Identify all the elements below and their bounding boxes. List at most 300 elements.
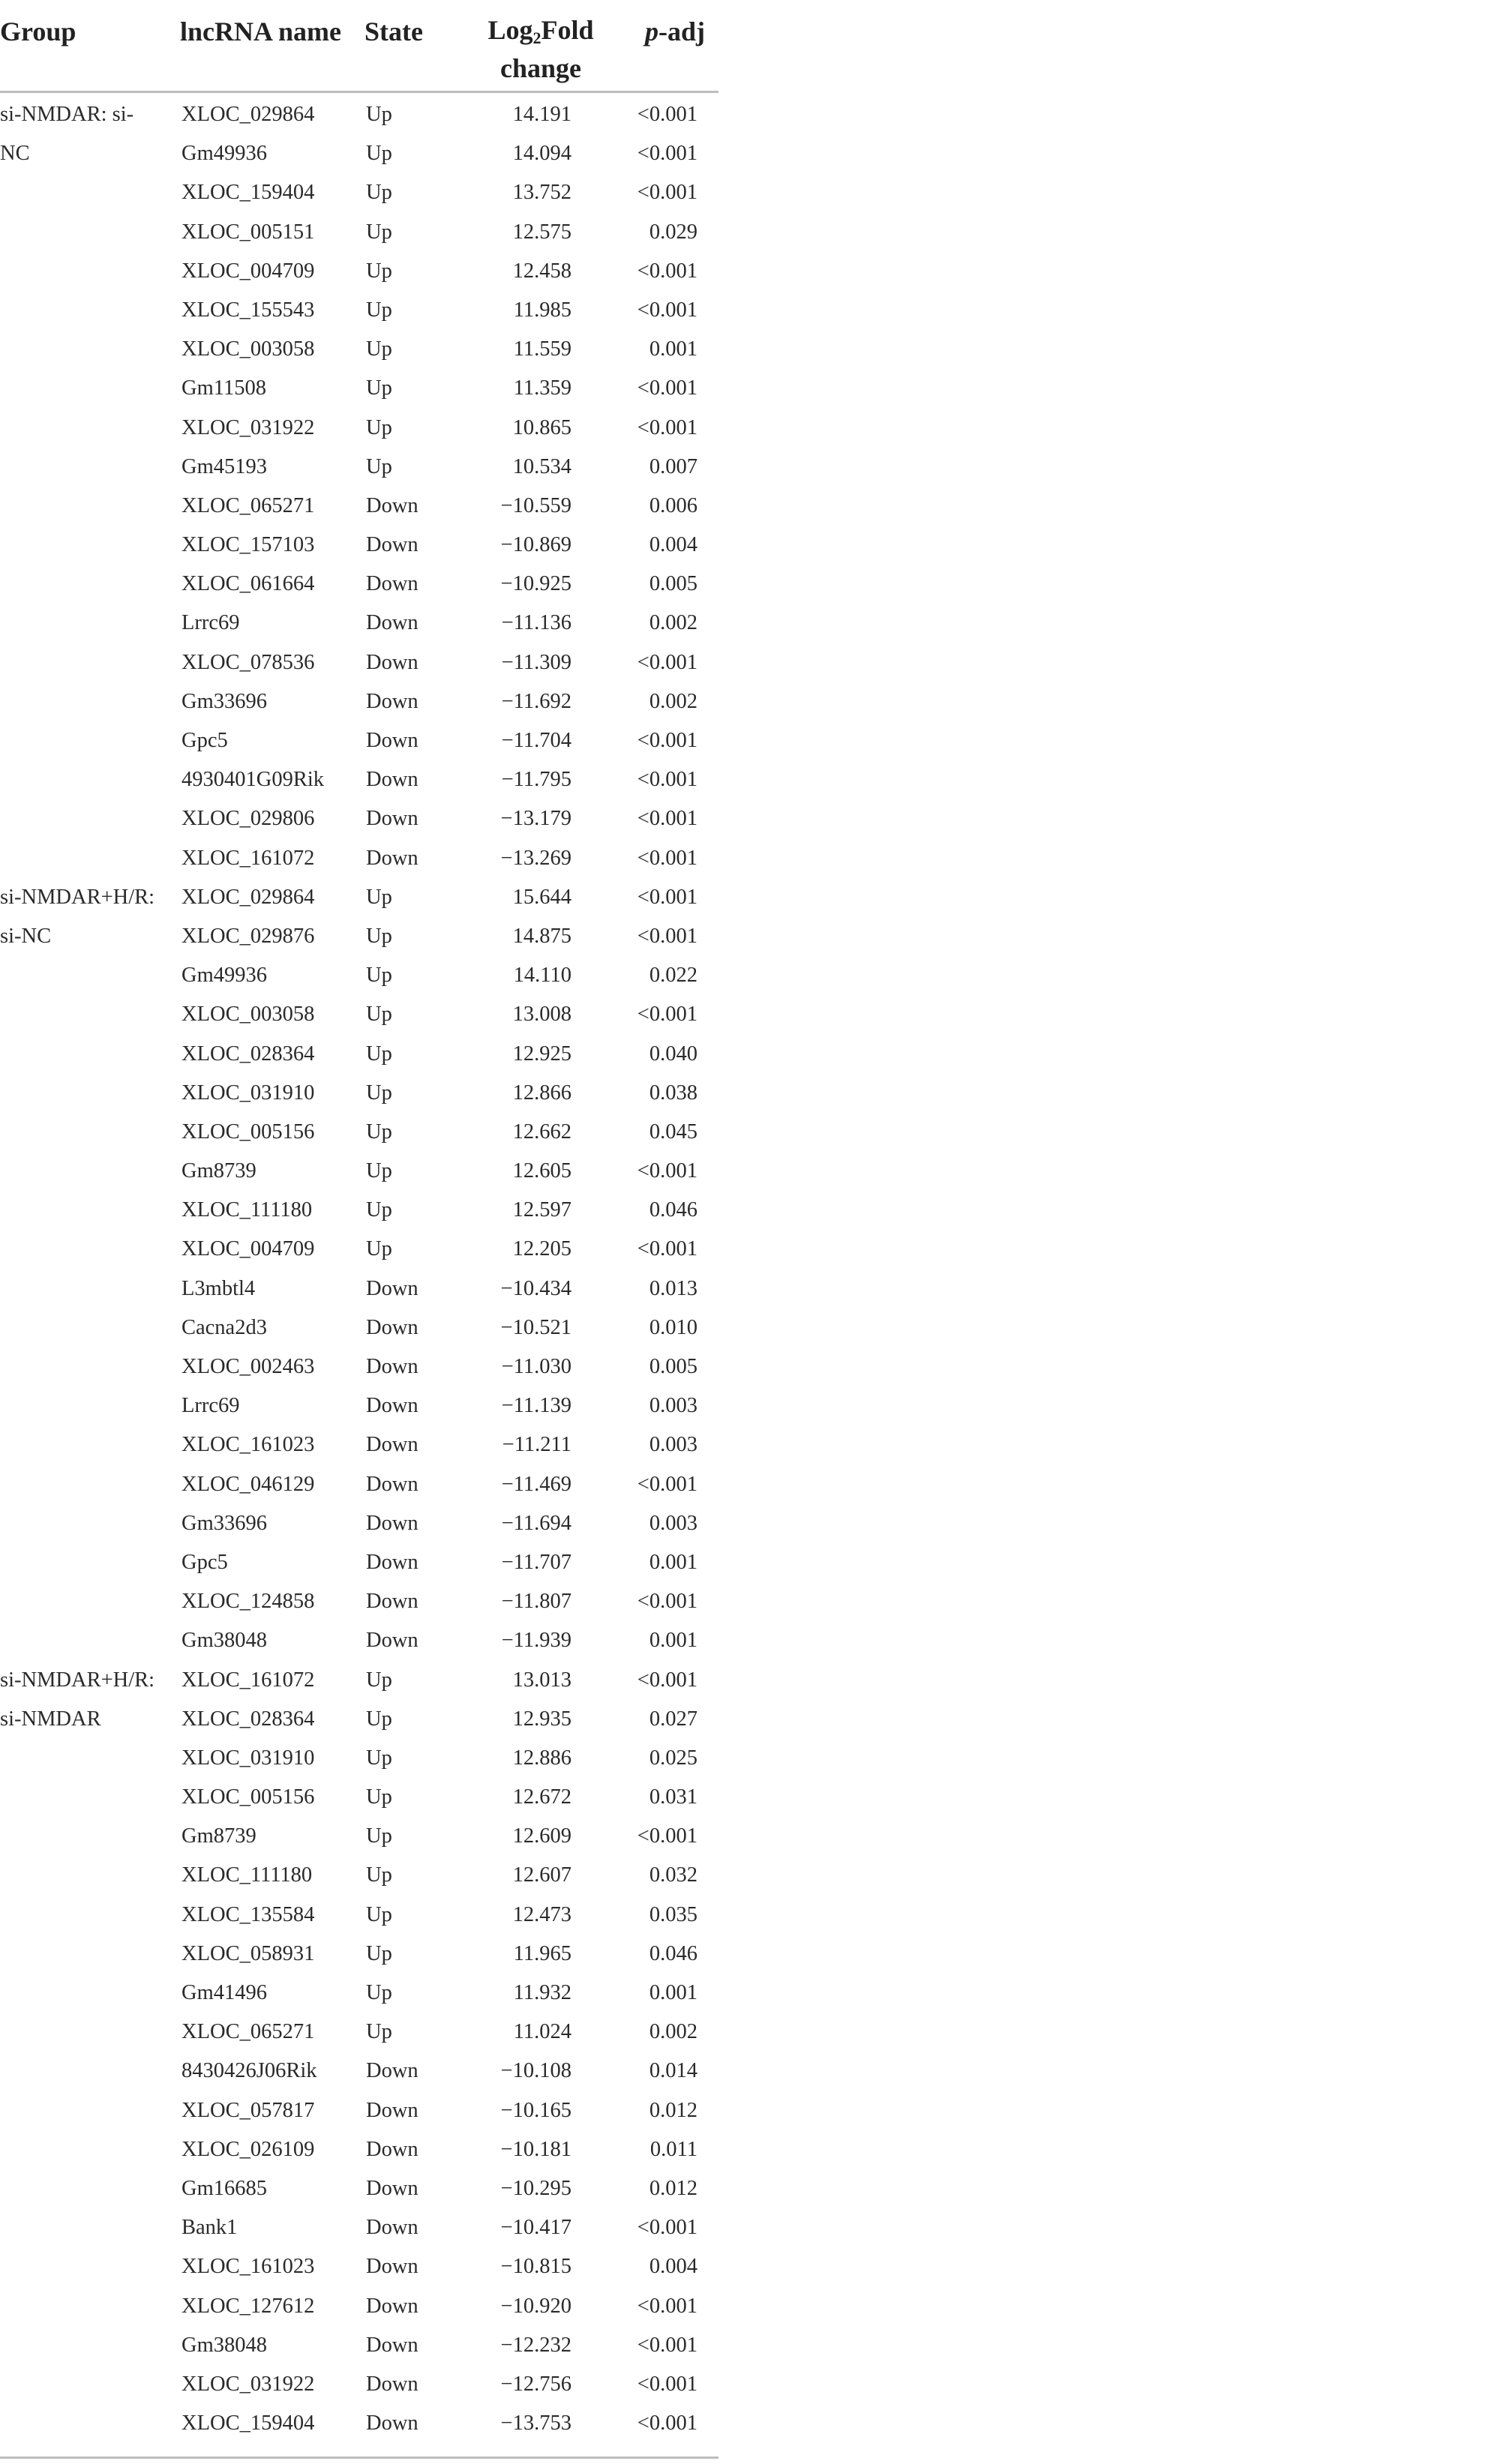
log2-fold-change-cell: 14.094 bbox=[512, 142, 572, 166]
state-cell: Up bbox=[366, 1707, 392, 1731]
log2-fold-change-cell: 11.559 bbox=[513, 337, 572, 361]
log2-fold-change-cell: 12.597 bbox=[512, 1198, 572, 1222]
lncrna-name-cell: XLOC_031922 bbox=[182, 415, 315, 439]
p-adj-cell: 0.001 bbox=[649, 1981, 698, 2004]
table-row bbox=[0, 917, 718, 956]
p-adj-cell: 0.007 bbox=[649, 454, 698, 478]
table-body bbox=[0, 95, 718, 2443]
state-cell: Up bbox=[366, 1785, 392, 1809]
log2-fold-change-cell: −11.807 bbox=[501, 1590, 572, 1614]
state-cell: Down bbox=[366, 1550, 418, 1574]
lncrna-name-cell: XLOC_005151 bbox=[182, 220, 315, 244]
log2-fold-change-cell: −12.756 bbox=[500, 2372, 572, 2396]
lncrna-name-cell: XLOC_058931 bbox=[182, 1941, 315, 1965]
table-row bbox=[0, 369, 718, 408]
log2-fold-change-cell: −11.694 bbox=[501, 1511, 572, 1535]
log2-fold-change-cell: −13.753 bbox=[500, 2412, 572, 2436]
table-row bbox=[0, 1739, 718, 1778]
lncrna-name-cell: L3mbtl4 bbox=[182, 1276, 256, 1300]
p-adj-cell: 0.046 bbox=[649, 1198, 698, 1222]
lncrna-name-cell: XLOC_004709 bbox=[182, 259, 315, 283]
log2-fold-change-cell: −10.434 bbox=[500, 1276, 572, 1300]
table-row bbox=[0, 956, 718, 995]
lncrna-name-cell: XLOC_004709 bbox=[182, 1237, 315, 1261]
lncrna-name-cell: Gm33696 bbox=[182, 1511, 267, 1535]
lncrna-name-cell: Gm8739 bbox=[182, 1824, 256, 1848]
table-row bbox=[0, 604, 718, 643]
state-cell: Up bbox=[366, 964, 392, 988]
p-adj-cell: 0.040 bbox=[649, 1042, 698, 1066]
log2-fold-change-cell: 12.925 bbox=[512, 1042, 572, 1066]
table-row bbox=[0, 565, 718, 604]
p-adj-cell: <0.001 bbox=[637, 650, 698, 674]
table-row bbox=[0, 213, 718, 252]
table-row bbox=[0, 134, 718, 173]
p-adj-cell: <0.001 bbox=[637, 2372, 698, 2396]
p-adj-cell: <0.001 bbox=[637, 885, 698, 909]
group-cell: si-NMDAR+H/R: bbox=[0, 885, 155, 909]
lncrna-name-cell: Gm8739 bbox=[182, 1159, 256, 1183]
p-adj-cell: 0.004 bbox=[649, 533, 698, 557]
state-cell: Down bbox=[366, 768, 418, 792]
table-row bbox=[0, 2052, 718, 2091]
header-padj-rest: -adj bbox=[658, 16, 705, 46]
table-row bbox=[0, 878, 718, 917]
log2-fold-change-cell: 12.458 bbox=[512, 259, 572, 283]
lncrna-name-cell: XLOC_161023 bbox=[182, 2255, 315, 2279]
lncrna-name-cell: Bank1 bbox=[182, 2216, 238, 2240]
state-cell: Up bbox=[366, 885, 392, 909]
state-cell: Up bbox=[366, 1237, 392, 1261]
lncrna-name-cell: XLOC_003058 bbox=[182, 1003, 315, 1027]
table-row bbox=[0, 1308, 718, 1347]
state-cell: Up bbox=[366, 142, 392, 166]
state-cell: Down bbox=[366, 689, 418, 713]
state-cell: Down bbox=[366, 846, 418, 870]
p-adj-cell: <0.001 bbox=[637, 2412, 698, 2436]
lncrna-name-cell: XLOC_031910 bbox=[182, 1746, 315, 1770]
log2-fold-change-cell: 12.662 bbox=[512, 1120, 572, 1144]
state-cell: Up bbox=[366, 337, 392, 361]
lncrna-name-cell: XLOC_029876 bbox=[182, 924, 315, 948]
state-cell: Up bbox=[366, 298, 392, 322]
lncrna-name-cell: XLOC_135584 bbox=[182, 1902, 315, 1926]
lncrna-name-cell: XLOC_061664 bbox=[182, 572, 315, 596]
header-fold-prefix: Log bbox=[488, 15, 533, 45]
state-cell: Down bbox=[366, 572, 418, 596]
lncrna-name-cell: XLOC_026109 bbox=[182, 2137, 315, 2161]
log2-fold-change-cell: −11.704 bbox=[501, 729, 572, 752]
log2-fold-change-cell: −10.295 bbox=[500, 2176, 572, 2200]
lncrna-name-cell: Gm11508 bbox=[182, 376, 266, 400]
p-adj-cell: 0.006 bbox=[649, 493, 698, 517]
table-row bbox=[0, 1543, 718, 1582]
p-adj-cell: 0.038 bbox=[649, 1081, 698, 1105]
group-cell: si-NMDAR bbox=[0, 1707, 101, 1731]
lncrna-name-cell: XLOC_028364 bbox=[182, 1707, 315, 1731]
table-row bbox=[0, 2247, 718, 2286]
p-adj-cell: <0.001 bbox=[637, 807, 698, 831]
state-cell: Down bbox=[366, 2059, 418, 2083]
table-row bbox=[0, 721, 718, 760]
log2-fold-change-cell: −11.309 bbox=[501, 650, 572, 674]
log2-fold-change-cell: 12.866 bbox=[512, 1081, 572, 1105]
table-row bbox=[0, 799, 718, 838]
table-row bbox=[0, 1230, 718, 1269]
table-row bbox=[0, 252, 718, 291]
p-adj-cell: 0.027 bbox=[649, 1707, 698, 1731]
p-adj-cell: 0.004 bbox=[649, 2255, 698, 2279]
p-adj-cell: <0.001 bbox=[637, 376, 698, 400]
log2-fold-change-cell: 11.985 bbox=[513, 298, 572, 322]
p-adj-cell: <0.001 bbox=[637, 1003, 698, 1027]
table-row bbox=[0, 995, 718, 1034]
p-adj-cell: 0.013 bbox=[649, 1276, 698, 1300]
state-cell: Down bbox=[366, 2137, 418, 2161]
table-row bbox=[0, 760, 718, 799]
table-row bbox=[0, 2169, 718, 2208]
table-row bbox=[0, 1074, 718, 1113]
log2-fold-change-cell: −11.707 bbox=[501, 1550, 572, 1574]
p-adj-cell: <0.001 bbox=[637, 768, 698, 792]
table-row bbox=[0, 2013, 718, 2052]
p-adj-cell: <0.001 bbox=[637, 298, 698, 322]
p-adj-cell: 0.010 bbox=[649, 1315, 698, 1339]
lncrna-name-cell: XLOC_111180 bbox=[182, 1198, 313, 1222]
lncrna-name-cell: Gm49936 bbox=[182, 964, 267, 988]
p-adj-cell: <0.001 bbox=[637, 1472, 698, 1496]
lncrna-name-cell: XLOC_046129 bbox=[182, 1472, 315, 1496]
table-row bbox=[0, 1152, 718, 1191]
state-cell: Up bbox=[366, 1863, 392, 1887]
state-cell: Up bbox=[366, 2020, 392, 2044]
p-adj-cell: 0.045 bbox=[649, 1120, 698, 1144]
lncrna-name-cell: Cacna2d3 bbox=[182, 1315, 267, 1339]
table-row bbox=[0, 1661, 718, 1700]
state-cell: Up bbox=[366, 1668, 392, 1692]
state-cell: Up bbox=[366, 1003, 392, 1027]
p-adj-cell: 0.012 bbox=[649, 2176, 698, 2200]
lncrna-name-cell: XLOC_002463 bbox=[182, 1355, 315, 1378]
p-adj-cell: <0.001 bbox=[637, 846, 698, 870]
p-adj-cell: 0.014 bbox=[649, 2059, 698, 2083]
log2-fold-change-cell: 14.110 bbox=[513, 964, 572, 988]
log2-fold-change-cell: 11.359 bbox=[513, 376, 572, 400]
state-cell: Up bbox=[366, 1981, 392, 2004]
log2-fold-change-cell: 12.609 bbox=[512, 1824, 572, 1848]
p-adj-cell: <0.001 bbox=[637, 2294, 698, 2318]
lncrna-name-cell: XLOC_029806 bbox=[182, 807, 315, 831]
state-cell: Up bbox=[366, 259, 392, 283]
lncrna-name-cell: XLOC_078536 bbox=[182, 650, 315, 674]
p-adj-cell: <0.001 bbox=[637, 181, 698, 205]
lncrna-name-cell: XLOC_031922 bbox=[182, 2372, 315, 2396]
log2-fold-change-cell: −11.939 bbox=[501, 1629, 572, 1653]
state-cell: Down bbox=[366, 1629, 418, 1653]
table-row bbox=[0, 1191, 718, 1230]
table-row bbox=[0, 95, 718, 134]
lncrna-name-cell: XLOC_127612 bbox=[182, 2294, 315, 2318]
log2-fold-change-cell: 12.886 bbox=[512, 1746, 572, 1770]
table-row bbox=[0, 643, 718, 682]
state-cell: Down bbox=[366, 611, 418, 635]
group-cell: NC bbox=[0, 142, 30, 166]
table-row bbox=[0, 2365, 718, 2404]
header-group: Group bbox=[0, 16, 76, 46]
table-row bbox=[0, 1386, 718, 1425]
table-row bbox=[0, 1621, 718, 1660]
lncrna-name-cell: XLOC_005156 bbox=[182, 1120, 315, 1144]
log2-fold-change-cell: −10.920 bbox=[500, 2294, 572, 2318]
log2-fold-change-cell: −11.139 bbox=[501, 1394, 572, 1418]
table-row bbox=[0, 1974, 718, 2013]
p-adj-cell: 0.032 bbox=[649, 1863, 698, 1887]
table-header bbox=[0, 0, 718, 94]
table-row bbox=[0, 173, 718, 212]
state-cell: Up bbox=[366, 1042, 392, 1066]
lncrna-name-cell: XLOC_028364 bbox=[182, 1042, 315, 1066]
group-cell: si-NMDAR: si- bbox=[0, 103, 134, 126]
log2-fold-change-cell: 13.013 bbox=[512, 1668, 572, 1692]
state-cell: Up bbox=[366, 924, 392, 948]
table-row bbox=[0, 1856, 718, 1895]
table-row bbox=[0, 1778, 718, 1817]
log2-fold-change-cell: 12.935 bbox=[512, 1707, 572, 1731]
state-cell: Up bbox=[366, 376, 392, 400]
lncrna-name-cell: 8430426J06Rik bbox=[182, 2059, 317, 2083]
lncrna-name-cell: Gpc5 bbox=[182, 1550, 228, 1574]
log2-fold-change-cell: −10.108 bbox=[500, 2059, 572, 2083]
state-cell: Down bbox=[366, 2333, 418, 2357]
table-row bbox=[0, 1582, 718, 1621]
p-adj-cell: 0.001 bbox=[649, 337, 698, 361]
lncrna-name-cell: XLOC_029864 bbox=[182, 885, 315, 909]
p-adj-cell: <0.001 bbox=[637, 729, 698, 752]
table-row bbox=[0, 1347, 718, 1386]
state-cell: Down bbox=[366, 1315, 418, 1339]
p-adj-cell: 0.012 bbox=[649, 2098, 698, 2122]
table-row bbox=[0, 1035, 718, 1074]
state-cell: Down bbox=[366, 493, 418, 517]
state-cell: Down bbox=[366, 1511, 418, 1535]
lncrna-name-cell: XLOC_161072 bbox=[182, 846, 315, 870]
log2-fold-change-cell: −10.559 bbox=[500, 493, 572, 517]
log2-fold-change-cell: 14.875 bbox=[512, 924, 572, 948]
table-row bbox=[0, 487, 718, 526]
log2-fold-change-cell: −11.795 bbox=[501, 768, 572, 792]
lncrna-name-cell: XLOC_031910 bbox=[182, 1081, 315, 1105]
table-row bbox=[0, 526, 718, 565]
p-adj-cell: 0.029 bbox=[649, 220, 698, 244]
log2-fold-change-cell: −11.030 bbox=[501, 1355, 572, 1378]
log2-fold-change-cell: −10.869 bbox=[500, 533, 572, 557]
state-cell: Down bbox=[366, 650, 418, 674]
state-cell: Up bbox=[366, 1159, 392, 1183]
lncrna-name-cell: XLOC_003058 bbox=[182, 337, 315, 361]
lncrna-name-cell: Lrrc69 bbox=[182, 611, 240, 635]
lncrna-name-cell: XLOC_159404 bbox=[182, 181, 315, 205]
lncrna-name-cell: XLOC_155543 bbox=[182, 298, 315, 322]
state-cell: Down bbox=[366, 533, 418, 557]
lncrna-name-cell: XLOC_157103 bbox=[182, 533, 315, 557]
lncrna-name-cell: XLOC_124858 bbox=[182, 1590, 315, 1614]
table-row bbox=[0, 2326, 718, 2365]
lncrna-name-cell: XLOC_111180 bbox=[182, 1863, 313, 1887]
table-row bbox=[0, 1113, 718, 1152]
p-adj-cell: <0.001 bbox=[637, 259, 698, 283]
table-row bbox=[0, 839, 718, 878]
table-row bbox=[0, 291, 718, 330]
table-row bbox=[0, 2208, 718, 2247]
header-padj-italic: p bbox=[645, 16, 658, 46]
lncrna-name-cell: XLOC_161023 bbox=[182, 1433, 315, 1457]
log2-fold-change-cell: −11.469 bbox=[501, 1472, 572, 1496]
p-adj-cell: <0.001 bbox=[637, 1824, 698, 1848]
p-adj-cell: <0.001 bbox=[637, 2216, 698, 2240]
log2-fold-change-cell: 10.534 bbox=[512, 454, 572, 478]
state-cell: Down bbox=[366, 1433, 418, 1457]
p-adj-cell: 0.003 bbox=[649, 1394, 698, 1418]
state-cell: Down bbox=[366, 2216, 418, 2240]
log2-fold-change-cell: 12.607 bbox=[512, 1863, 572, 1887]
state-cell: Down bbox=[366, 2255, 418, 2279]
table-row bbox=[0, 409, 718, 448]
table-row bbox=[0, 2130, 718, 2169]
table-row bbox=[0, 1504, 718, 1543]
state-cell: Down bbox=[366, 1355, 418, 1378]
log2-fold-change-cell: 11.932 bbox=[513, 1981, 572, 2004]
state-cell: Up bbox=[366, 1902, 392, 1926]
table-row bbox=[0, 1896, 718, 1935]
log2-fold-change-cell: −13.179 bbox=[500, 807, 572, 831]
p-adj-cell: <0.001 bbox=[637, 415, 698, 439]
lncrna-name-cell: XLOC_029864 bbox=[182, 103, 315, 126]
p-adj-cell: <0.001 bbox=[637, 2333, 698, 2357]
p-adj-cell: 0.003 bbox=[649, 1433, 698, 1457]
table-row bbox=[0, 682, 718, 721]
p-adj-cell: <0.001 bbox=[637, 1237, 698, 1261]
state-cell: Down bbox=[366, 2412, 418, 2436]
p-adj-cell: <0.001 bbox=[637, 1590, 698, 1614]
header-lncrna-name: lncRNA name bbox=[180, 16, 341, 46]
header-fold-suffix: Fold change bbox=[500, 15, 594, 83]
state-cell: Up bbox=[366, 1120, 392, 1144]
p-adj-cell: 0.005 bbox=[649, 1355, 698, 1378]
p-adj-cell: <0.001 bbox=[637, 142, 698, 166]
state-cell: Up bbox=[366, 1824, 392, 1848]
p-adj-cell: <0.001 bbox=[637, 1668, 698, 1692]
p-adj-cell: <0.001 bbox=[637, 1159, 698, 1183]
lncrna-name-cell: Lrrc69 bbox=[182, 1394, 240, 1418]
state-cell: Up bbox=[366, 181, 392, 205]
state-cell: Down bbox=[366, 2294, 418, 2318]
table-row bbox=[0, 2091, 718, 2130]
lncrna-name-cell: Gm41496 bbox=[182, 1981, 267, 2004]
lncrna-name-cell: Gpc5 bbox=[182, 729, 228, 752]
log2-fold-change-cell: 11.024 bbox=[513, 2020, 572, 2044]
state-cell: Down bbox=[366, 1590, 418, 1614]
log2-fold-change-cell: −11.136 bbox=[501, 611, 572, 635]
state-cell: Up bbox=[366, 220, 392, 244]
state-cell: Up bbox=[366, 415, 392, 439]
log2-fold-change-cell: −10.417 bbox=[500, 2216, 572, 2240]
log2-fold-change-cell: 12.672 bbox=[512, 1785, 572, 1809]
header-rule bbox=[0, 91, 718, 93]
lncrna-name-cell: Gm38048 bbox=[182, 1629, 267, 1653]
table-row bbox=[0, 1425, 718, 1464]
lncrna-name-cell: XLOC_159404 bbox=[182, 2412, 315, 2436]
table-row bbox=[0, 1700, 718, 1739]
state-cell: Up bbox=[366, 103, 392, 126]
header-fold-subscript: 2 bbox=[532, 28, 542, 47]
log2-fold-change-cell: 14.191 bbox=[512, 103, 572, 126]
log2-fold-change-cell: 13.008 bbox=[512, 1003, 572, 1027]
p-adj-cell: 0.025 bbox=[649, 1746, 698, 1770]
group-cell: si-NC bbox=[0, 924, 52, 948]
p-adj-cell: <0.001 bbox=[637, 103, 698, 126]
p-adj-cell: 0.031 bbox=[649, 1785, 698, 1809]
state-cell: Up bbox=[366, 1746, 392, 1770]
log2-fold-change-cell: 12.575 bbox=[512, 220, 572, 244]
lncrna-name-cell: Gm33696 bbox=[182, 689, 267, 713]
log2-fold-change-cell: 10.865 bbox=[512, 415, 572, 439]
table-row bbox=[0, 1465, 718, 1504]
state-cell: Up bbox=[366, 1081, 392, 1105]
log2-fold-change-cell: −12.232 bbox=[500, 2333, 572, 2357]
state-cell: Down bbox=[366, 1276, 418, 1300]
state-cell: Down bbox=[366, 1472, 418, 1496]
table-row bbox=[0, 330, 718, 369]
log2-fold-change-cell: −11.692 bbox=[501, 689, 572, 713]
state-cell: Up bbox=[366, 1941, 392, 1965]
lncrna-name-cell: XLOC_057817 bbox=[182, 2098, 315, 2122]
table-row bbox=[0, 2287, 718, 2326]
table-row bbox=[0, 1817, 718, 1856]
lncrna-name-cell: Gm49936 bbox=[182, 142, 267, 166]
p-adj-cell: 0.002 bbox=[649, 689, 698, 713]
table-row bbox=[0, 1935, 718, 1974]
p-adj-cell: 0.022 bbox=[649, 964, 698, 988]
log2-fold-change-cell: −10.165 bbox=[500, 2098, 572, 2122]
p-adj-cell: 0.001 bbox=[649, 1629, 698, 1653]
table-row bbox=[0, 1269, 718, 1308]
lncrna-name-cell: XLOC_065271 bbox=[182, 493, 315, 517]
log2-fold-change-cell: −10.815 bbox=[500, 2255, 572, 2279]
bottom-rule bbox=[0, 2457, 718, 2459]
log2-fold-change-cell: −10.925 bbox=[500, 572, 572, 596]
lncrna-name-cell: 4930401G09Rik bbox=[182, 768, 325, 792]
log2-fold-change-cell: −10.181 bbox=[500, 2137, 572, 2161]
lncrna-name-cell: Gm45193 bbox=[182, 454, 267, 478]
table-row bbox=[0, 2404, 718, 2443]
p-adj-cell: 0.046 bbox=[649, 1941, 698, 1965]
p-adj-cell: 0.002 bbox=[649, 2020, 698, 2044]
log2-fold-change-cell: −13.269 bbox=[500, 846, 572, 870]
lncrna-name-cell: XLOC_161072 bbox=[182, 1668, 315, 1692]
lncrna-name-cell: XLOC_065271 bbox=[182, 2020, 315, 2044]
log2-fold-change-cell: 11.965 bbox=[513, 1941, 572, 1965]
header-log2-fold-change bbox=[477, 15, 604, 83]
log2-fold-change-cell: 12.205 bbox=[512, 1237, 572, 1261]
log2-fold-change-cell: 13.752 bbox=[512, 181, 572, 205]
log2-fold-change-cell: 15.644 bbox=[512, 885, 572, 909]
state-cell: Down bbox=[366, 729, 418, 752]
lncrna-name-cell: Gm16685 bbox=[182, 2176, 267, 2200]
p-adj-cell: 0.003 bbox=[649, 1511, 698, 1535]
state-cell: Down bbox=[366, 1394, 418, 1418]
p-adj-cell: <0.001 bbox=[637, 924, 698, 948]
state-cell: Down bbox=[366, 2372, 418, 2396]
